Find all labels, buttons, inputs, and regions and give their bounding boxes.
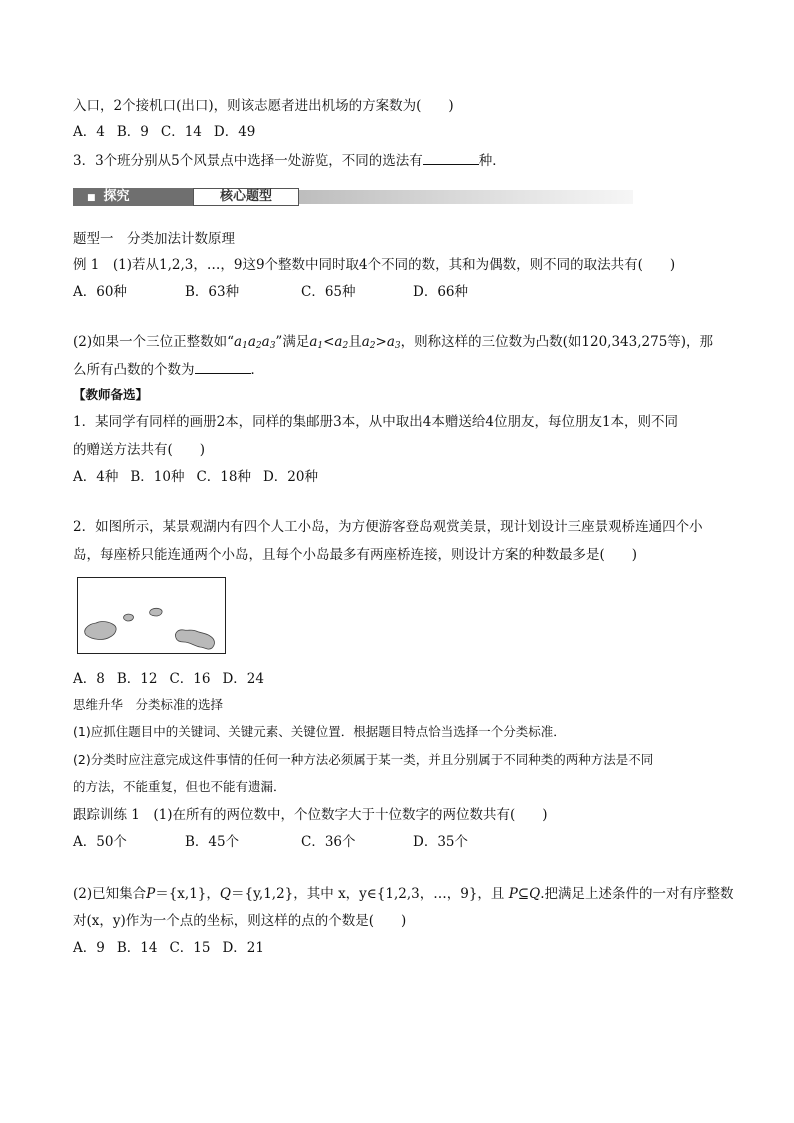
math-a1-lt-a2: $a_1<a_2$ xyxy=(309,334,349,351)
option-c: C．15 xyxy=(169,940,211,956)
t2-text-f: .把满足上述条件的一对有序整数 xyxy=(540,886,734,902)
islands-svg xyxy=(78,578,225,653)
teacher-q2-line-2: 岛，每座桥只能连通两个小岛，且每个小岛最多有两座桥连接，则设计方案的种数最多是( ) xyxy=(73,547,638,563)
question-3-text: 3．3个班分别从5个风景点中选择一处游览，不同的选法有 xyxy=(73,153,423,169)
question-continuation: 入口，2个接机口(出口)，则该志愿者进出机场的方案数为( ) xyxy=(73,98,454,114)
options-row-tq2 xyxy=(73,670,264,688)
math-a2-gt-a3: $a_2>a_3$ xyxy=(361,334,401,351)
option-b: B．14 xyxy=(116,940,158,956)
option-d: D．66种 xyxy=(413,284,469,300)
thinking-point-1: (1)应抓住题目中的关键词、关键元素、关键位置．根据题目特点恰当选择一个分类标准． xyxy=(73,724,566,739)
t2-text-d: x，y∈{1,2,3，…，9}，且 xyxy=(338,886,505,902)
option-b: B．63种 xyxy=(185,284,240,300)
thinking-point-2-line-1: (2)分类时应注意完成这件事情的任何一种方法必须属于某一类，并且分别属于不同种类的两种方法是不同 xyxy=(73,752,654,767)
teacher-q2-line-1: 2．如图所示，某景观湖内有四个人工小岛，为方便游客登岛观赏美景，现计划设计三座景观桥连通四个小 xyxy=(73,519,703,535)
island-left xyxy=(85,622,116,640)
option-a: A．4 xyxy=(73,124,105,140)
example-1-part-2-cont xyxy=(73,359,264,379)
options-row-tr2 xyxy=(73,939,264,957)
t2-text-b: ＝{x,1}， xyxy=(155,886,220,902)
t2-text-c: ＝{y,1,2}，其中 xyxy=(230,886,334,902)
lake-figure xyxy=(77,577,226,654)
option-d: D．21 xyxy=(222,940,264,956)
ex1-2-text-d: ，则称这样的三位数为凸数(如120,343,275等)，那 xyxy=(400,334,714,350)
ex1-2-text-c: 且 xyxy=(348,334,362,350)
ex1-2-text-b: ”满足 xyxy=(275,334,310,350)
ex1-2-text-f: ． xyxy=(250,362,264,378)
option-c: C．36个 xyxy=(301,834,356,850)
t2-text-a: (2)已知集合 xyxy=(73,886,147,902)
option-d: D．49 xyxy=(213,124,256,140)
island-right xyxy=(175,630,214,649)
teacher-q1-line-1: 1．某同学有同样的画册2本，同样的集邮册3本，从中取出4本赠送给4位朋友，每位朋友1本，则不同 xyxy=(73,414,679,430)
option-a: A．9 xyxy=(73,940,105,956)
island-small-top xyxy=(150,608,163,616)
option-a: A．60种 xyxy=(73,284,127,300)
option-d: D．20种 xyxy=(262,469,318,485)
math-q: Q xyxy=(219,886,231,902)
math-p: P xyxy=(146,886,156,902)
option-b: B．10种 xyxy=(130,469,185,485)
option-b: B．45个 xyxy=(185,834,240,850)
training-2-line-1 xyxy=(73,885,733,903)
option-c: C．16 xyxy=(169,671,211,687)
options-row-ex1 xyxy=(73,283,468,301)
math-a1a2a3: $a_1a_2a_3$ xyxy=(234,334,276,351)
teacher-q1-line-2: 的赠送方法共有( ) xyxy=(73,442,206,458)
options-row-tq1 xyxy=(73,468,318,486)
answer-blank xyxy=(423,150,479,165)
option-b: B．12 xyxy=(116,671,158,687)
question-3 xyxy=(73,150,506,170)
type-title: 题型一 分类加法计数原理 xyxy=(73,231,235,247)
option-b: B．9 xyxy=(116,124,149,140)
options-row-1 xyxy=(73,123,255,141)
option-a: A．8 xyxy=(73,671,105,687)
option-c: C．18种 xyxy=(196,469,251,485)
option-c: C．65种 xyxy=(301,284,356,300)
example-1-part-2 xyxy=(73,333,713,351)
thinking-point-2-line-2: 的方法，不能重复，但也不能有遗漏． xyxy=(73,779,286,794)
option-a: A．4种 xyxy=(73,469,119,485)
section-banner xyxy=(73,188,633,208)
training-2-line-2: 对(x，y)作为一个点的坐标，则这样的点的个数是( ) xyxy=(73,913,407,929)
answer-blank xyxy=(195,359,251,374)
ex1-2-text-a: (2)如果一个三位正整数如“ xyxy=(73,334,235,350)
banner-tag-core: 核心题型 xyxy=(193,188,299,206)
square-bullet-icon: ■ xyxy=(87,193,96,203)
question-3-tail: 种． xyxy=(478,153,506,169)
option-d: D．35个 xyxy=(413,834,469,850)
training-1: 跟踪训练 1 (1)在所有的两位数中，个位数字大于十位数字的两位数共有( ) xyxy=(73,807,548,823)
option-c: C．14 xyxy=(160,124,202,140)
thinking-title: 思维升华 分类标准的选择 xyxy=(73,697,224,712)
ex1-2-text-e: 么所有凸数的个数为 xyxy=(73,362,195,378)
option-a: A．50个 xyxy=(73,834,127,850)
teacher-label: 【教师备选】 xyxy=(73,387,149,402)
banner-tag-explore xyxy=(73,188,193,206)
example-1-part-1: 例 1 (1)若从1,2,3，…，9这9个整数中同时取4个不同的数，其和为偶数，则不同的取法共有( ) xyxy=(73,257,676,273)
banner-tag1-label: 探究 xyxy=(103,189,130,204)
island-small-left xyxy=(124,614,134,621)
math-p-subset-q: P⊆Q xyxy=(508,886,541,902)
options-row-tr1 xyxy=(73,833,468,851)
option-d: D．24 xyxy=(222,671,264,687)
